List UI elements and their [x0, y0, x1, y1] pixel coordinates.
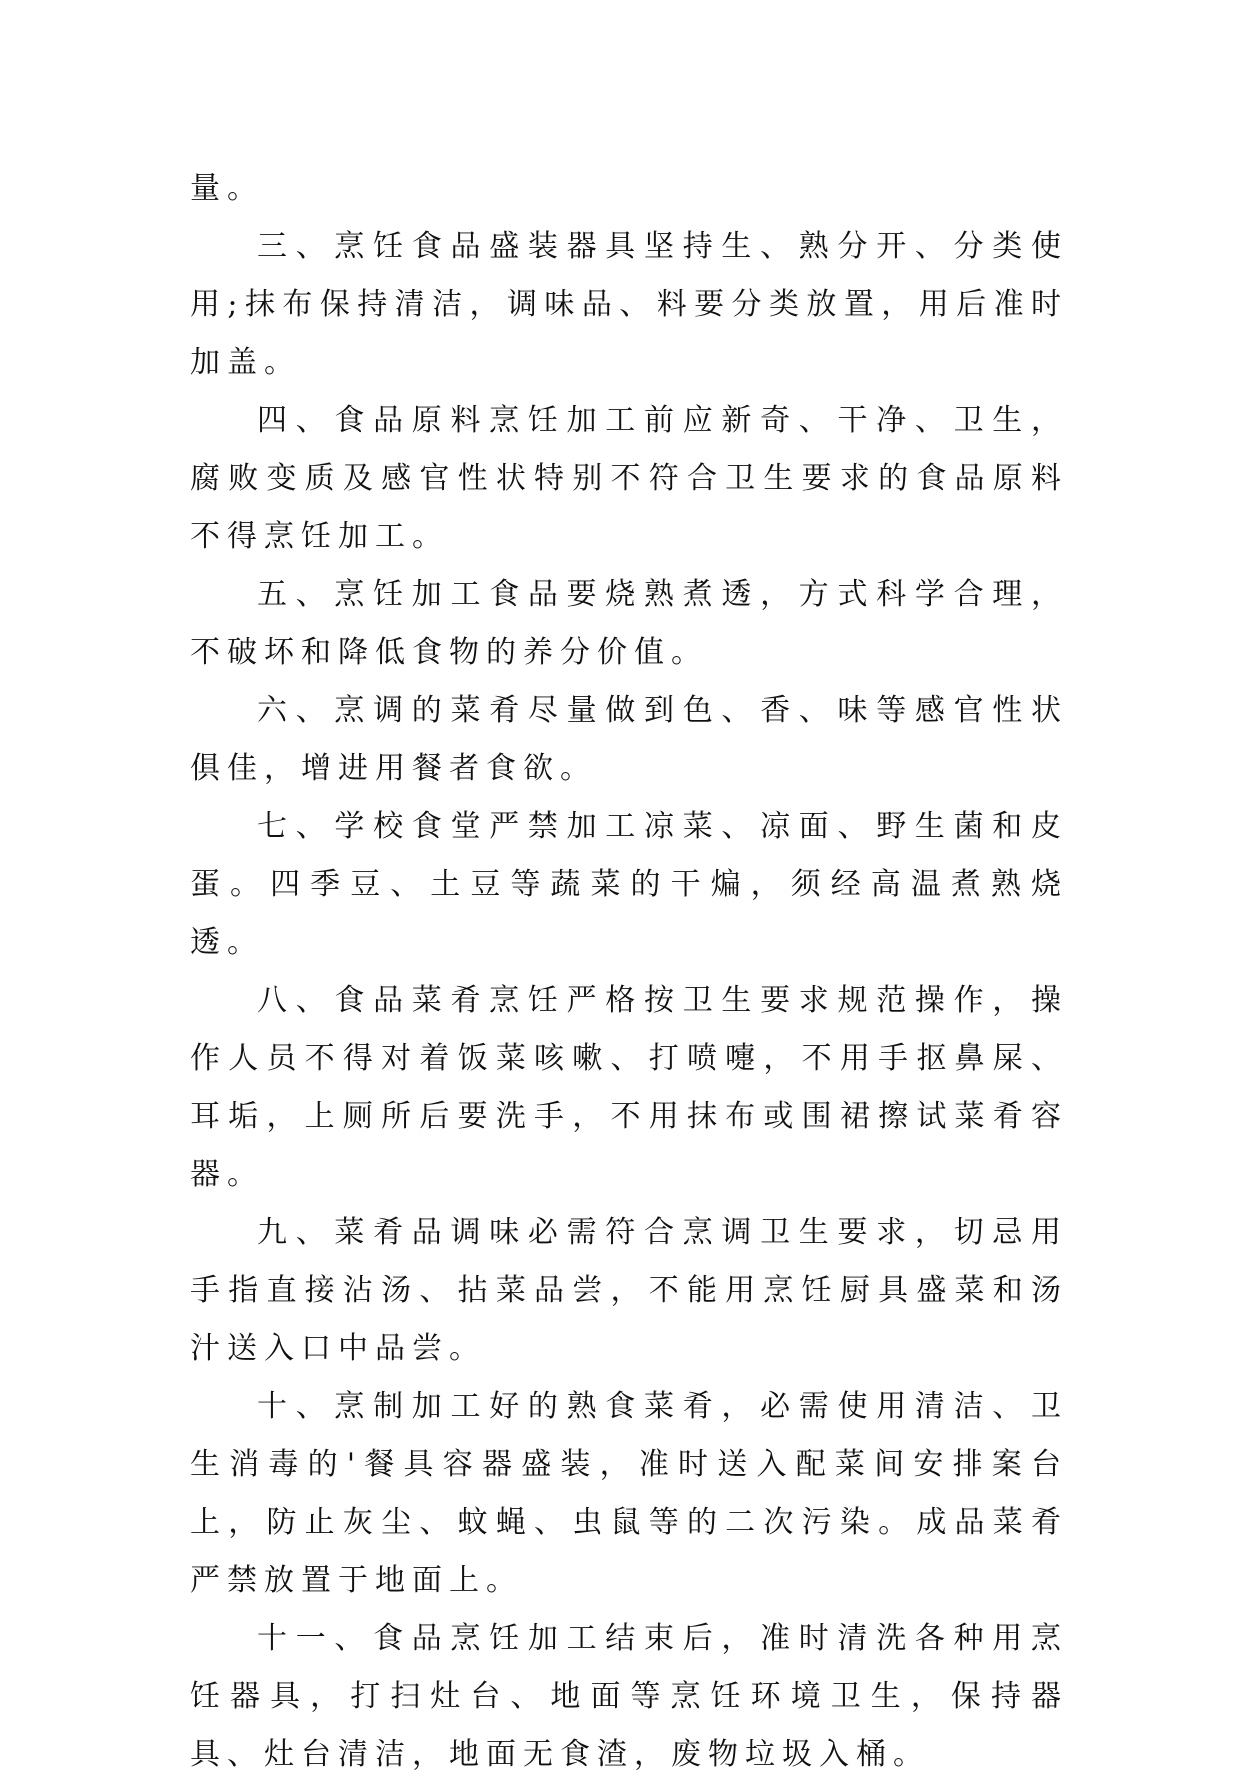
paragraph-item-6: 六、烹调的菜肴尽量做到色、香、味等感官性状俱佳，增进用餐者食欲。: [190, 693, 1068, 786]
paragraph-item-4: 四、食品原料烹饪加工前应新奇、干净、卫生，腐败变质及感官性状特别不符合卫生要求的食品原料不得烹饪加工。: [190, 403, 1068, 554]
paragraph-item-9: 九、菜肴品调味必需符合烹调卫生要求，切忌用手指直接沾汤、拈菜品尝，不能用烹饪厨具盛菜和汤汁送入口中品尝。: [190, 1215, 1068, 1366]
paragraph-item-5: 五、烹饪加工食品要烧熟煮透，方式科学合理，不破坏和降低食物的养分价值。: [190, 577, 1068, 670]
paragraph-item-7: 七、学校食堂严禁加工凉菜、凉面、野生菌和皮蛋。四季豆、土豆等蔬菜的干煸，须经高温煮熟烧透。: [190, 809, 1068, 960]
paragraph-item-8: 八、食品菜肴烹饪严格按卫生要求规范操作，操作人员不得对着饭菜咳嗽、打喷嚏，不用手抠鼻屎、耳垢，上厕所后要洗手，不用抹布或围裙擦试菜肴容器。: [190, 983, 1068, 1192]
paragraph-item-10: 十、烹制加工好的熟食菜肴，必需使用清洁、卫生消毒的'餐具容器盛装，准时送入配菜间安排案台上，防止灰尘、蚊蝇、虫鼠等的二次污染。成品菜肴严禁放置于地面上。: [190, 1389, 1068, 1598]
paragraph-item-11: 十一、食品烹饪加工结束后，准时清洗各种用烹饪器具，打扫灶台、地面等烹饪环境卫生，保持器具、灶台清洁，地面无食渣，废物垃圾入桶。: [190, 1621, 1068, 1772]
paragraph-continuation: 量。: [190, 171, 264, 206]
paragraph-item-3: 三、烹饪食品盛装器具坚持生、熟分开、分类使用;抹布保持清洁，调味品、料要分类放置，用后准时加盖。: [190, 229, 1068, 380]
document-body: [190, 160, 1068, 1784]
